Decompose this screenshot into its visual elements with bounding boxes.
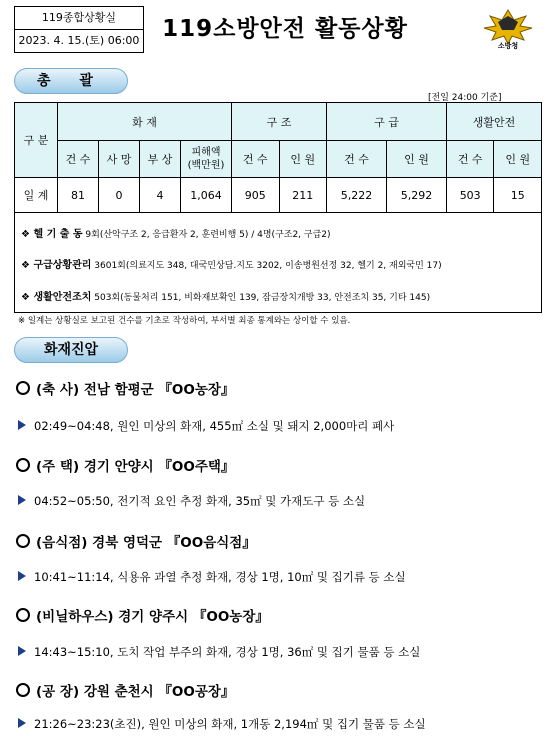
fire-item-detail (18, 716, 426, 732)
col-fire-count: 건 수 (58, 141, 99, 178)
triangle-bullet-icon (18, 495, 26, 505)
col-fire-injury: 부 상 (140, 141, 181, 178)
fire-detail-text: 04:52~05:50, 전기적 요인 추정 화재, 35㎡ 및 가재도구 등 소실 (34, 494, 366, 508)
fire-item-heading (16, 531, 256, 551)
val-safety-people: 15 (494, 178, 542, 213)
base-time: [전일 24:00 기준] (428, 93, 502, 103)
group-fire: 화 재 (58, 103, 232, 141)
fire-item-detail (18, 418, 394, 434)
col-rescue-count: 건 수 (232, 141, 280, 178)
note-safety (21, 288, 430, 303)
col-ems-people: 인 원 (386, 141, 446, 178)
fire-item-heading (16, 455, 234, 475)
col-fire-damage-unit: (백만원) (187, 160, 225, 171)
val-fire-count: 81 (58, 178, 99, 213)
report-datetime: 2023. 4. 15.(토) 06:00 (18, 34, 140, 47)
col-ems-count: 건 수 (327, 141, 387, 178)
triangle-bullet-icon (18, 646, 26, 656)
fire-section-label: 화재진압 (14, 337, 128, 363)
note-helicopter-label: ❖ 헬 기 출 동 (21, 229, 83, 240)
val-fire-death: 0 (99, 178, 140, 213)
val-rescue-count: 905 (232, 178, 280, 213)
triangle-bullet-icon (18, 571, 26, 581)
col-fire-damage (181, 141, 232, 178)
col-safety-people: 인 원 (494, 141, 542, 178)
fire-detail-text: 10:41~11:14, 식용유 과열 추정 화재, 경상 1명, 10㎡ 및 집기류 등 소실 (34, 570, 406, 584)
val-fire-damage: 1,064 (181, 178, 232, 213)
note-ems-text: 3601회(의료지도 348, 대국민상담.지도 3202, 이송병원선정 32, 헬기 2, 재외국민 17) (94, 261, 442, 271)
col-safety-count: 건 수 (446, 141, 494, 178)
fire-detail-text: 14:43~15:10, 도치 작업 부주의 화재, 경상 1명, 36㎡ 및 집기 물품 등 소실 (34, 645, 421, 659)
fire-heading-text: (공 장) 강원 춘천시 『OO공장』 (36, 684, 235, 700)
fire-heading-text: (축 사) 전남 함평군 『OO농장』 (36, 382, 235, 398)
triangle-bullet-icon (18, 718, 26, 728)
group-safety: 생활안전 (446, 103, 541, 141)
fire-heading-text: (음식점) 경북 영덕군 『OO음식점』 (36, 535, 256, 551)
val-rescue-people: 211 (279, 178, 327, 213)
logo-text: 소방청 (497, 42, 519, 50)
fire-item-heading (16, 378, 234, 398)
office-name: 119종합상황실 (15, 7, 143, 30)
summary-table (14, 102, 542, 213)
col-fire-damage-label: 피해액 (191, 147, 221, 158)
fire-item-heading (16, 680, 234, 700)
col-rescue-people: 인 원 (279, 141, 327, 178)
group-ems: 구 급 (327, 103, 447, 141)
report-header-box (14, 6, 144, 53)
row-header: 구 분 (15, 103, 58, 178)
note-safety-label: ❖ 생활안전조치 (21, 292, 92, 303)
fire-heading-text: (주 택) 경기 안양시 『OO주택』 (36, 459, 235, 475)
row-label: 일 계 (15, 178, 58, 213)
fire-item-detail (18, 569, 406, 585)
note-helicopter (21, 225, 331, 240)
note-ems (21, 256, 442, 271)
circle-bullet-icon (16, 534, 30, 548)
note-safety-text: 503회(동물처리 151, 비화재보확인 139, 잠금장치개방 33, 안전조치 35, 기타 145) (94, 293, 431, 303)
triangle-bullet-icon (18, 420, 26, 430)
circle-bullet-icon (16, 608, 30, 622)
fire-detail-text: 21:26~23:23(초진), 원인 미상의 화재, 1개동 2,194㎡ 및 집기 물품 등 소실 (34, 717, 426, 731)
val-safety-count: 503 (446, 178, 494, 213)
circle-bullet-icon (16, 683, 30, 697)
fire-item-heading (16, 605, 269, 625)
table-row (15, 178, 542, 213)
fire-heading-text: (비닐하우스) 경기 양주시 『OO농장』 (36, 609, 269, 625)
note-ems-label: ❖ 구급상황관리 (21, 260, 92, 271)
val-fire-injury: 4 (140, 178, 181, 213)
fire-item-detail (18, 493, 365, 509)
val-ems-count: 5,222 (327, 178, 387, 213)
note-helicopter-text: 9회(산악구조 2, 응급환자 2, 훈련비행 5) / 4명(구조2, 구급2) (85, 230, 331, 240)
fire-detail-text: 02:49~04:48, 원인 미상의 화재, 455㎡ 소실 및 돼지 2,000마리 폐사 (34, 419, 395, 433)
summary-notes (14, 213, 542, 313)
footnote: ※ 일계는 상황실로 보고된 건수를 기초로 작성하여, 부서별 최종 통계와는 상이할 수 있음. (18, 316, 351, 326)
circle-bullet-icon (16, 381, 30, 395)
summary-section-label: 총 괄 (14, 68, 128, 94)
fire-agency-logo (478, 6, 538, 50)
fire-item-detail (18, 644, 420, 660)
circle-bullet-icon (16, 458, 30, 472)
val-ems-people: 5,292 (386, 178, 446, 213)
page-title: 119소방안전 활동상황 (162, 16, 408, 42)
group-rescue: 구 조 (232, 103, 327, 141)
col-fire-death: 사 망 (99, 141, 140, 178)
